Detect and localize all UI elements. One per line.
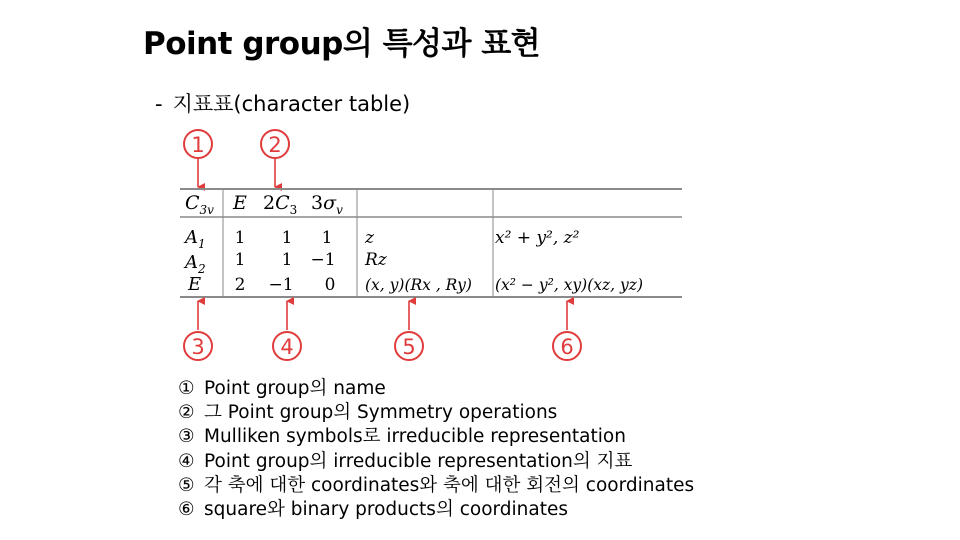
char-value: 1: [321, 228, 333, 248]
note-item: [178, 401, 694, 425]
note-text: Point group의 irreducible representation의 지표: [204, 450, 633, 472]
callout-6: [553, 332, 581, 360]
note-item: [178, 474, 694, 498]
svg-text:1: 1: [191, 133, 205, 157]
char-value: 1: [281, 250, 293, 270]
svg-text:5: 5: [402, 335, 416, 359]
quadratic-function: (x² − y², xy)(xz, yz): [495, 276, 643, 294]
header-E: E: [233, 192, 247, 214]
header-2C3: $2C_3$: [263, 192, 298, 217]
char-value: −1: [310, 250, 336, 270]
note-text: Mulliken symbols로 irreducible representation: [204, 426, 626, 448]
note-number: ⑤: [178, 474, 195, 496]
slide-title: Point group의 특성과 표현: [143, 26, 541, 62]
note-number: ⑥: [178, 499, 195, 521]
header-group: $C_{3v}$: [185, 192, 214, 217]
note-item: [178, 377, 694, 401]
note-number: ③: [178, 426, 195, 448]
slide-subtitle: [155, 88, 410, 118]
character-table-diagram: [175, 125, 690, 370]
character-table-figure: [175, 125, 690, 370]
svg-text:2: 2: [268, 133, 282, 157]
char-value: −1: [268, 275, 294, 295]
note-item: [178, 425, 694, 449]
note-text: square와 binary products의 coordinates: [204, 499, 569, 521]
note-number: ④: [178, 450, 195, 472]
callout-4: [273, 332, 301, 360]
svg-text:6: 6: [560, 335, 574, 359]
subtitle-text: 지표표(character table): [172, 92, 411, 116]
linear-function: z: [365, 228, 374, 248]
linear-function: (x, y)(Rx , Ry): [365, 276, 472, 294]
quadratic-function: x² + y², z²: [495, 228, 580, 248]
callout-3: [184, 332, 212, 360]
header-3sigma: $3\sigma_v$: [311, 192, 343, 217]
note-item: [178, 498, 694, 522]
legend-notes: [178, 377, 694, 522]
callout-5: [395, 332, 423, 360]
note-item: [178, 450, 694, 474]
row-label-A1: $A_1$: [185, 227, 206, 251]
row-label-A2: $A_2$: [185, 252, 206, 276]
callout-1: [184, 130, 212, 158]
char-value: 1: [234, 228, 246, 248]
char-value: 1: [281, 228, 293, 248]
note-number: ②: [178, 402, 195, 424]
note-text: Point group의 name: [204, 378, 386, 399]
linear-function: Rz: [365, 250, 387, 270]
callout-2: [261, 130, 289, 158]
char-value: 1: [234, 250, 246, 270]
note-number: ①: [178, 378, 195, 399]
svg-text:4: 4: [280, 335, 294, 359]
char-value: 0: [324, 275, 336, 295]
note-text: 각 축에 대한 coordinates와 축에 대한 회전의 coordinates: [204, 474, 695, 496]
bullet-dash: -: [155, 92, 163, 116]
note-text: 그 Point group의 Symmetry operations: [204, 402, 558, 424]
row-label-E: E: [188, 274, 202, 295]
svg-text:3: 3: [191, 335, 205, 359]
char-value: 2: [234, 275, 246, 295]
